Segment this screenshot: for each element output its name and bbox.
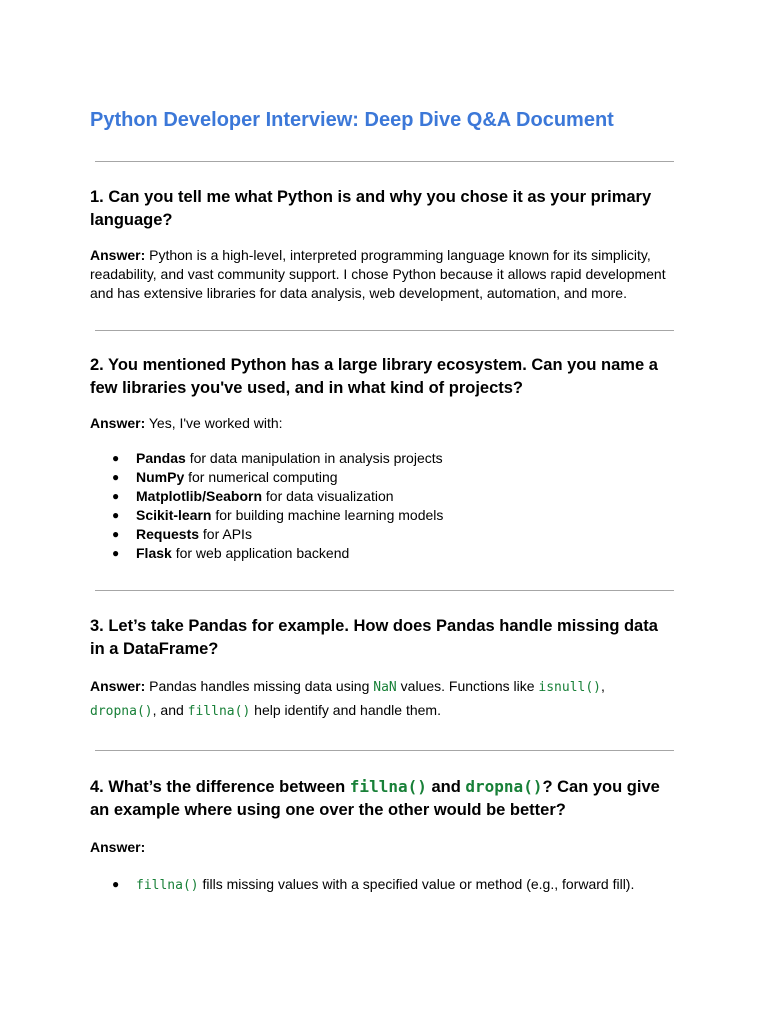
list-item [90,449,674,468]
library-desc: for data visualization [265,488,394,504]
answer-text: Yes, I've worked with: [148,415,283,431]
bullet-icon: ● [112,546,120,560]
question-text: 4. What’s the difference between [90,778,346,796]
answer-text: Pandas handles missing data using [149,678,370,694]
question-text: ? Can you give an example where using one over the other would be better? [90,778,660,819]
library-name: Pandas [136,450,186,466]
question-1-block [90,186,674,303]
library-name: Flask [136,545,172,561]
code-isnull: isnull() [538,680,602,695]
question-1-answer [90,246,674,303]
answer-label: Answer: [90,247,146,263]
question-3-answer [90,675,674,723]
answer-label: Answer: [90,839,146,855]
bullet-icon: ● [112,508,120,522]
code-nan: NaN [373,680,397,695]
code-fillna: fillna() [136,878,199,893]
code-dropna: dropna() [90,704,153,719]
question-4-answer [90,838,674,857]
library-desc: for numerical computing [188,469,338,485]
answer-label: Answer: [90,678,146,694]
bullet-icon: ● [112,451,120,465]
code-fillna: fillna() [349,777,427,796]
answer-list [90,875,674,895]
list-item [90,487,674,506]
library-desc: for APIs [202,526,252,542]
code-dropna: dropna() [465,777,543,796]
list-item [90,544,674,563]
library-name: Matplotlib/Seaborn [136,488,262,504]
document-title: Python Developer Interview: Deep Dive Q&A Document [90,109,614,131]
bullet-icon: ● [112,527,120,541]
question-1-heading: 1. Can you tell me what Python is and why you chose it as your primary language? [90,188,652,229]
answer-text: help identify and handle them. [254,702,441,718]
bullet-icon: ● [112,489,120,503]
library-list [90,449,674,563]
question-text: and [431,778,461,796]
library-desc: for data manipulation in analysis projects [189,450,443,466]
divider [95,750,674,751]
answer-text: values. Functions like [400,678,535,694]
library-desc: for web application backend [175,545,350,561]
divider [95,330,674,331]
library-name: Requests [136,526,200,542]
answer-text: Python is a high-level, interpreted programming language known for its simplicity, readability, and vast community support. I chose Python because it allows rapid development and has extensive libraries for data analysis, web development, automation, and more. [90,247,666,301]
code-fillna: fillna() [187,704,251,719]
divider [95,161,674,162]
answer-text: , [601,678,605,694]
list-item [90,506,674,525]
bullet-icon: ● [112,877,120,891]
list-item [90,875,674,895]
question-3-block [90,615,674,723]
library-name: Scikit-learn [136,507,212,523]
bullet-text: fills missing values with a specified value or method (e.g., forward fill). [202,876,635,892]
library-name: NumPy [136,469,185,485]
answer-label: Answer: [90,415,146,431]
question-2-answer [90,414,674,433]
answer-text: , and [152,702,184,718]
question-2-block [90,354,674,563]
question-4-block [90,775,674,895]
bullet-icon: ● [112,470,120,484]
divider [95,590,674,591]
list-item [90,525,674,544]
list-item [90,468,674,487]
question-2-heading: 2. You mentioned Python has a large library ecosystem. Can you name a few libraries you've used, and in what kind of projects? [90,356,658,397]
library-desc: for building machine learning models [215,507,444,523]
question-4-heading [90,775,674,822]
question-3-heading: 3. Let’s take Pandas for example. How does Pandas handle missing data in a DataFrame? [90,617,658,658]
